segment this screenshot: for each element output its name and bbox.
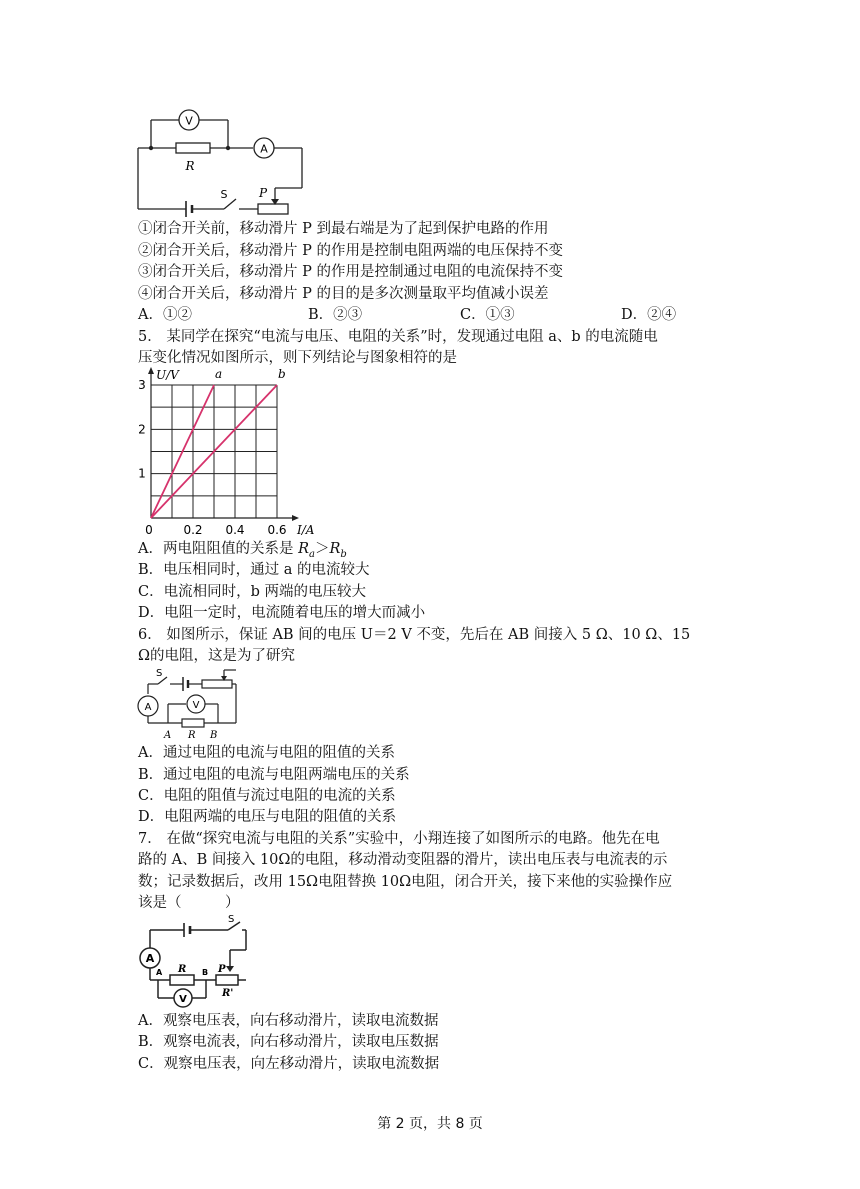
q6-voltmeter-label: V [192,700,200,711]
y-tick-label: 1 [138,466,146,481]
x-tick-label: 0.2 [183,523,203,537]
slider-label: P [258,186,268,200]
q6-ammeter-label: A [144,702,152,713]
q4-option-b[interactable]: B．②③ [308,307,363,323]
u-i-chart [130,366,330,538]
y-tick-label: 3 [138,378,146,392]
q7-switch-label: S [228,914,235,925]
q5-stem-1: 5． 某同学在探究“电流与电压、电阻的关系”时，发现通过电阻 a、b 的电流随电 [138,329,658,345]
q7-voltmeter-label: V [179,994,187,1005]
circuit-diagram-q4 [136,108,306,220]
q4-option-a[interactable]: A．①② [138,307,192,323]
q7-stem-2: 路的 A、B 间接入 10Ω的电阻，移动滑动变阻器的滑片，读出电压表与电流表的示 [138,852,668,868]
q4-statement-2: ②闭合开关后，移动滑片 P 的作用是控制电阻两端的电压保持不变 [138,243,563,259]
y-tick-label: 2 [138,422,146,437]
q7-stem-4: 该是（ ） [138,895,240,911]
q5-option-b[interactable]: B．电压相同时，通过 a 的电流较大 [138,562,370,578]
q6-point-b: B [210,730,218,741]
q4-option-d[interactable]: D．②④ [621,307,677,323]
q6-switch-label: S [156,668,163,679]
q5-option-a[interactable]: A．两电阻阻值的关系是 $R_a>R_b$ [138,541,347,560]
q7-stem-1: 7． 在做“探究电流与电阻的关系”实验中，小翔连接了如图所示的电路。他先在电 [138,831,660,847]
series-label-b: b [278,367,286,381]
q7-slider-label: P [218,964,226,975]
q6-stem-1: 6． 如图所示，保证 AB 间的电压 U＝2 V 不变，先后在 AB 间接入 5 Ω、10 Ω、15 [138,627,691,643]
q6-option-d[interactable]: D．电阻两端的电压与电阻的阻值的关系 [138,809,397,825]
q6-resistor-label: R [188,730,196,741]
q6-option-a[interactable]: A．通过电阻的电流与电阻的阻值的关系 [138,745,395,761]
q7-option-a[interactable]: A．观察电压表，向右移动滑片，读取电流数据 [138,1013,439,1029]
q7-rheostat-label: R' [222,988,234,999]
q7-ammeter-label: A [145,952,155,965]
x-axis-arrow [292,515,299,521]
ammeter-label: A [260,142,268,156]
q6-option-b[interactable]: B．通过电阻的电流与电阻两端电压的关系 [138,767,410,783]
page-footer: 第 2 页，共 8 页 [377,1116,483,1132]
q7-point-b: B [202,968,209,977]
y-axis-arrow [148,367,154,374]
q5-option-d[interactable]: D．电阻一定时，电流随着电压的增大而减小 [138,605,426,621]
y-axis-label: U/V [156,368,179,382]
voltmeter-label: V [185,114,193,128]
q7-stem-3: 数；记录数据后，改用 15Ω电阻替换 10Ω电阻，闭合开关，接下来他的实验操作应 [138,874,673,890]
q7-point-a: A [156,968,163,977]
switch-label: S [220,188,228,201]
q4-statement-4: ④闭合开关后，移动滑片 P 的目的是多次测量取平均值减小误差 [138,286,549,302]
q5-stem-2: 压变化情况如图所示，则下列结论与图象相符的是 [138,350,457,366]
q7-option-c[interactable]: C．观察电压表，向左移动滑片，读取电流数据 [138,1056,440,1072]
q4-option-c[interactable]: C．①③ [460,307,515,323]
x-axis-label: I/A [297,523,315,537]
series-label-a: a [215,367,223,381]
circuit-diagram-q7 [136,914,254,1010]
q5-option-c[interactable]: C．电流相同时，b 两端的电压较大 [138,584,366,600]
x-tick-label: 0 [145,523,153,537]
q4-statement-3: ③闭合开关后，移动滑片 P 的作用是控制通过电阻的电流保持不变 [138,264,563,280]
q4-statement-1: ①闭合开关前，移动滑片 P 到最右端是为了起到保护电路的作用 [138,221,549,237]
q6-point-a: A [164,730,172,741]
q7-resistor-label: R [178,964,187,975]
x-tick-label: 0.4 [225,523,245,537]
q6-stem-2: Ω的电阻，这是为了研究 [138,648,296,664]
q7-option-b[interactable]: B．观察电流表，向右移动滑片，读取电压数据 [138,1034,439,1050]
x-tick-label: 0.6 [267,523,287,537]
resistor-label: R [185,159,195,173]
circuit-diagram-q6 [136,666,246,742]
q6-option-c[interactable]: C．电阻的阻值与流过电阻的电流的关系 [138,788,396,804]
